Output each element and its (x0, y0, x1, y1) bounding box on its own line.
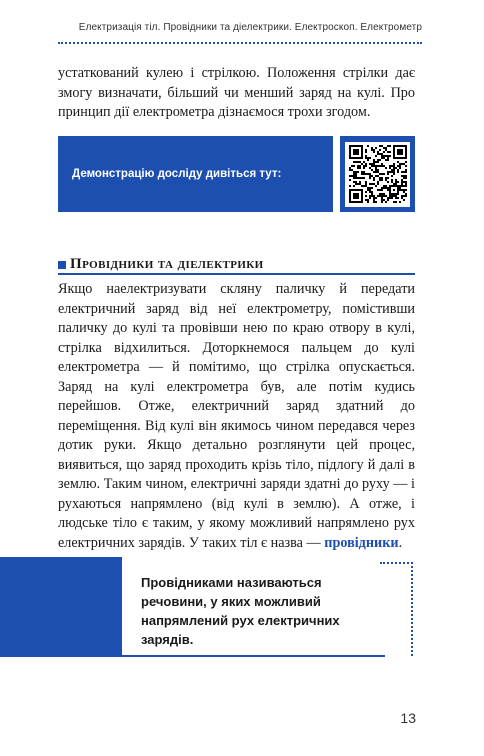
qr-code-frame[interactable] (340, 136, 415, 212)
definition-baseline (0, 655, 385, 657)
demo-banner (58, 136, 333, 212)
demo-label: Демонстрацію досліду дивіться тут: (72, 168, 282, 180)
body-paragraph-2 (58, 280, 415, 553)
term-conductors: провідники (324, 534, 399, 551)
paragraph-2-tail: . (398, 534, 403, 551)
running-header: Електризація тіл. Провідники та діелектрики. Електроскоп. Електрометр (78, 22, 422, 33)
paragraph-2-text: Якщо наелектризувати скляну паличку й передати електричний заряд від неї електрометру, помістивши паличку до кулі та провівши нею по краю отвору в кулі, стрілка відхилиться. Доторкнемося пальцем до кулі електрометра — й помітимо, що стрілка опускається. Заряд на кулі електрометра був, але потім кудись перейшов. Отже, електричний заряд здатний до переміщення. Від кулі він якимось чином передався через дотик руки. Якщо детально розглянути цей процес, виявиться, що заряд проходить крізь тіло, підлогу й далі в землю. Таким чином, електричні заряди здатні до руху — і рухаються напрямлено (від кулі в землю). А отже, і людське тіло є таким, у якому можливий напрямлено рух електричних зарядів. У таких тіл є назва — (58, 281, 415, 551)
definition-text: Провідниками називаються речовини, у яких можливий напрямлений рух електричних зарядів. (141, 575, 340, 647)
section-title: Провідники та діелектрики (70, 256, 264, 272)
section-square-icon (58, 261, 66, 269)
section-heading (58, 256, 415, 273)
section-underline (58, 273, 415, 275)
definition-dotted-frame (380, 562, 413, 656)
body-paragraph-1: устаткований кулею і стрілкою. Положення стрілки дає змогу визначати, більший чи менший заряд на кулі. Про принцип дії електрометра дізнаємося трохи згодом. (58, 65, 415, 120)
definition-accent-block (0, 557, 122, 657)
qr-code-icon[interactable] (345, 142, 410, 207)
header-dotted-rule (58, 42, 422, 44)
page-number: 13 (400, 710, 416, 726)
